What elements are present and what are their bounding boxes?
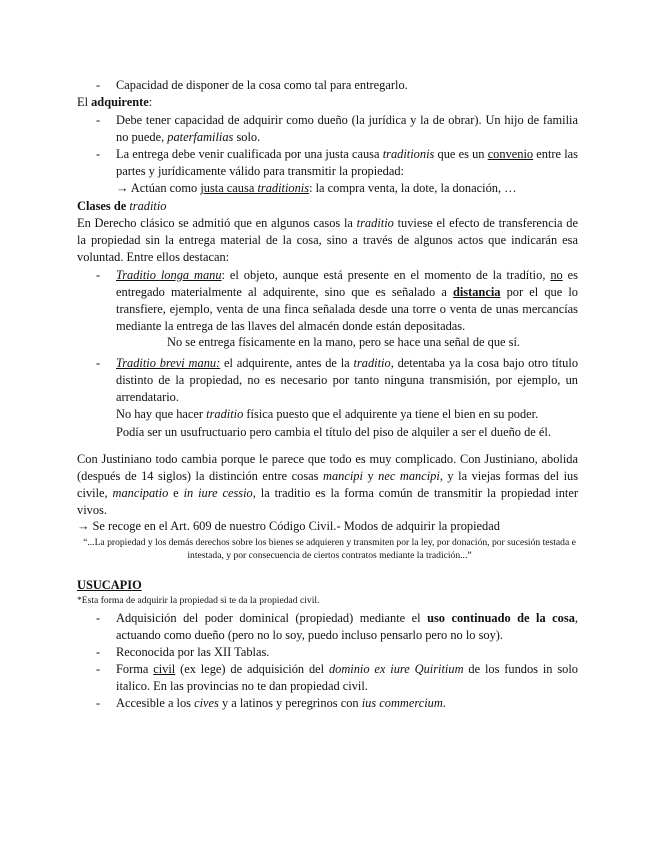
item-text: , detentaba ya la cosa bajo otro título distinto de la propiedad, no es necesario por tanto ninguna transmisión, por ejemplo, un arrendatario. <box>116 356 579 404</box>
bullet-dash: - <box>96 147 101 161</box>
clases-heading <box>77 198 167 215</box>
item-text: , actuando como dueño (pero no lo soy, puedo incluso pensarlo pero no lo soy). <box>116 611 578 642</box>
adquirente-heading <box>77 94 152 111</box>
item-text: Accesible a los <box>116 696 195 710</box>
italic-term: traditionis <box>382 147 435 161</box>
item-text: entre las partes y jurídicamente válido para transmitir la propiedad: <box>116 147 579 178</box>
note-text: Podía ser un usufructuario pero cambia el título del piso de alquiler a ser el dueño de él. <box>116 425 551 439</box>
italic-term: in iure cessio <box>183 485 253 500</box>
bullet-dash: - <box>96 78 101 92</box>
arrow-icon: → <box>116 181 129 195</box>
bullet-dash: - <box>96 662 101 676</box>
underlined-term: civil <box>153 662 176 676</box>
bullet-dash: - <box>96 356 101 370</box>
item-text: Reconocida por las XII Tablas. <box>116 645 270 659</box>
codigo-line <box>77 518 582 535</box>
list-item <box>116 146 578 180</box>
note-line <box>167 334 520 351</box>
heading-colon: : <box>148 95 153 109</box>
note-text: *Esta forma de adquirir la propiedad si te da la propiedad civil. <box>77 595 320 606</box>
justiniano-paragraph <box>77 451 578 519</box>
item-text: y a latinos y peregrinos con <box>218 696 362 710</box>
item-text: La entrega debe venir cualificada por una justa causa <box>116 147 383 161</box>
underlined-italic-term: Traditio brevi manu: <box>116 356 221 370</box>
italic-term: traditio <box>206 407 244 421</box>
line-text: Actúan como <box>128 181 201 195</box>
list-item-longa-manu <box>116 267 578 335</box>
italic-term: mancipi <box>323 468 363 483</box>
item-text: . <box>442 696 446 710</box>
arrow-icon: → <box>77 519 90 533</box>
item-text: que es un <box>434 147 488 161</box>
paragraph-text: tuviese el efecto de transferencia de la propiedad sin la entrega material de la cosa, sino a través de algunos actos que indicarán esa voluntad. Entre ellos destacan: <box>77 216 578 264</box>
list-item <box>116 644 578 661</box>
bullet-dash: - <box>96 696 101 710</box>
list-item <box>116 112 578 146</box>
note-text: No hay que hacer <box>116 407 207 421</box>
item-text: el adquirente, antes de la <box>220 356 354 370</box>
item-text: Capacidad de disponer de la cosa como tal para entregarlo. <box>116 78 408 92</box>
codigo-quote <box>82 536 577 562</box>
heading-text: Clases de <box>77 199 130 213</box>
item-text: solo. <box>233 129 261 144</box>
clases-intro <box>77 215 578 266</box>
italic-term: paterfamilias <box>167 129 234 144</box>
list-item-brevi-manu <box>116 355 578 406</box>
list-item <box>116 695 578 712</box>
paragraph-text: , y la viejas formas del ius civile, <box>77 468 579 500</box>
item-text: por el que lo transfiere, ejemplo, venta de una finca señalada desde una torre o venta de unas mercancías mediante la entrega de las llaves del almacén donde están depositadas. <box>116 284 578 333</box>
underlined-italic-term: traditionis <box>257 181 310 195</box>
italic-term: cives <box>194 696 219 710</box>
item-text: Forma <box>116 662 154 676</box>
heading-italic: traditio <box>129 199 167 213</box>
paragraph-text: , la traditio es la forma común de transmitir la propiedad inter vivos. <box>77 485 578 517</box>
item-text: de los fundos in solo italico. En las provincias no te dan propiedad civil. <box>116 662 578 693</box>
list-item <box>116 661 578 695</box>
bullet-dash: - <box>96 113 101 127</box>
bullet-dash: - <box>96 645 101 659</box>
heading-text: USUCAPIO <box>77 578 142 592</box>
usucapio-note <box>77 594 577 607</box>
quote-text: “...La propiedad y los demás derechos sobre los bienes se adquieren y transmiten por la ley, por donación, por sucesión testada e intestada, y por consecuencia de ciertos contratos mediante la tradición...” <box>83 537 576 561</box>
note-text: física puesto que el adquirente ya tiene el bien en su poder. <box>243 407 539 421</box>
paragraph-text: e <box>168 485 184 500</box>
italic-term: traditio <box>356 216 394 230</box>
heading-prefix: El <box>77 95 92 109</box>
underlined-term: convenio <box>487 147 534 161</box>
underlined-term: no <box>550 268 563 282</box>
note-text: No se entrega físicamente en la mano, pero se hace una señal de que sí. <box>167 335 520 349</box>
paragraph-text: Con Justiniano todo cambia porque le parece que todo es muy complicado. Con Justiniano, abolida (después de 14 siglos) la distinción entre cosas <box>77 452 578 483</box>
bullet-dash: - <box>96 268 101 282</box>
item-text: (ex lege) de adquisición del <box>175 662 329 676</box>
item-text: Adquisición del poder dominical (propiedad) mediante el <box>116 611 428 625</box>
list-item <box>116 610 578 644</box>
usucapio-heading <box>77 577 142 594</box>
line-text: Se recoge en el Art. 609 de nuestro Código Civil.- Modos de adquirir la propiedad <box>89 519 500 533</box>
heading-term: adquirente <box>91 95 149 109</box>
bold-underlined-term: distancia <box>452 284 501 299</box>
italic-term: mancipatio <box>112 485 169 500</box>
bullet-dash: - <box>96 611 101 625</box>
bold-term: uso continuado de la cosa <box>427 611 575 625</box>
note-line <box>116 424 586 441</box>
line-text: : la compra venta, la dote, la donación, … <box>309 181 517 195</box>
underlined-term: justa causa <box>200 181 258 195</box>
italic-term: traditio <box>353 356 391 370</box>
italic-term: nec mancipi <box>378 468 440 483</box>
underlined-italic-term: Traditio longa manu <box>116 268 222 282</box>
list-item <box>116 77 578 94</box>
item-text: : el objeto, aunque está presente en el momento de la tradítio, <box>221 268 551 282</box>
item-text: es entregado materialmente al adquirente, sino que es señalado a <box>116 268 578 299</box>
arrow-line <box>116 180 586 197</box>
item-text: Debe tener capacidad de adquirir como dueño (la jurídica y la de obrar). Un hijo de familia no puede, <box>116 113 578 144</box>
italic-term: ius commercium <box>361 696 443 710</box>
paragraph-text: En Derecho clásico se admitió que en algunos casos la <box>77 216 357 230</box>
italic-term: dominio ex iure Quiritium <box>328 662 464 676</box>
note-line <box>116 406 586 423</box>
paragraph-text: y <box>362 468 379 483</box>
